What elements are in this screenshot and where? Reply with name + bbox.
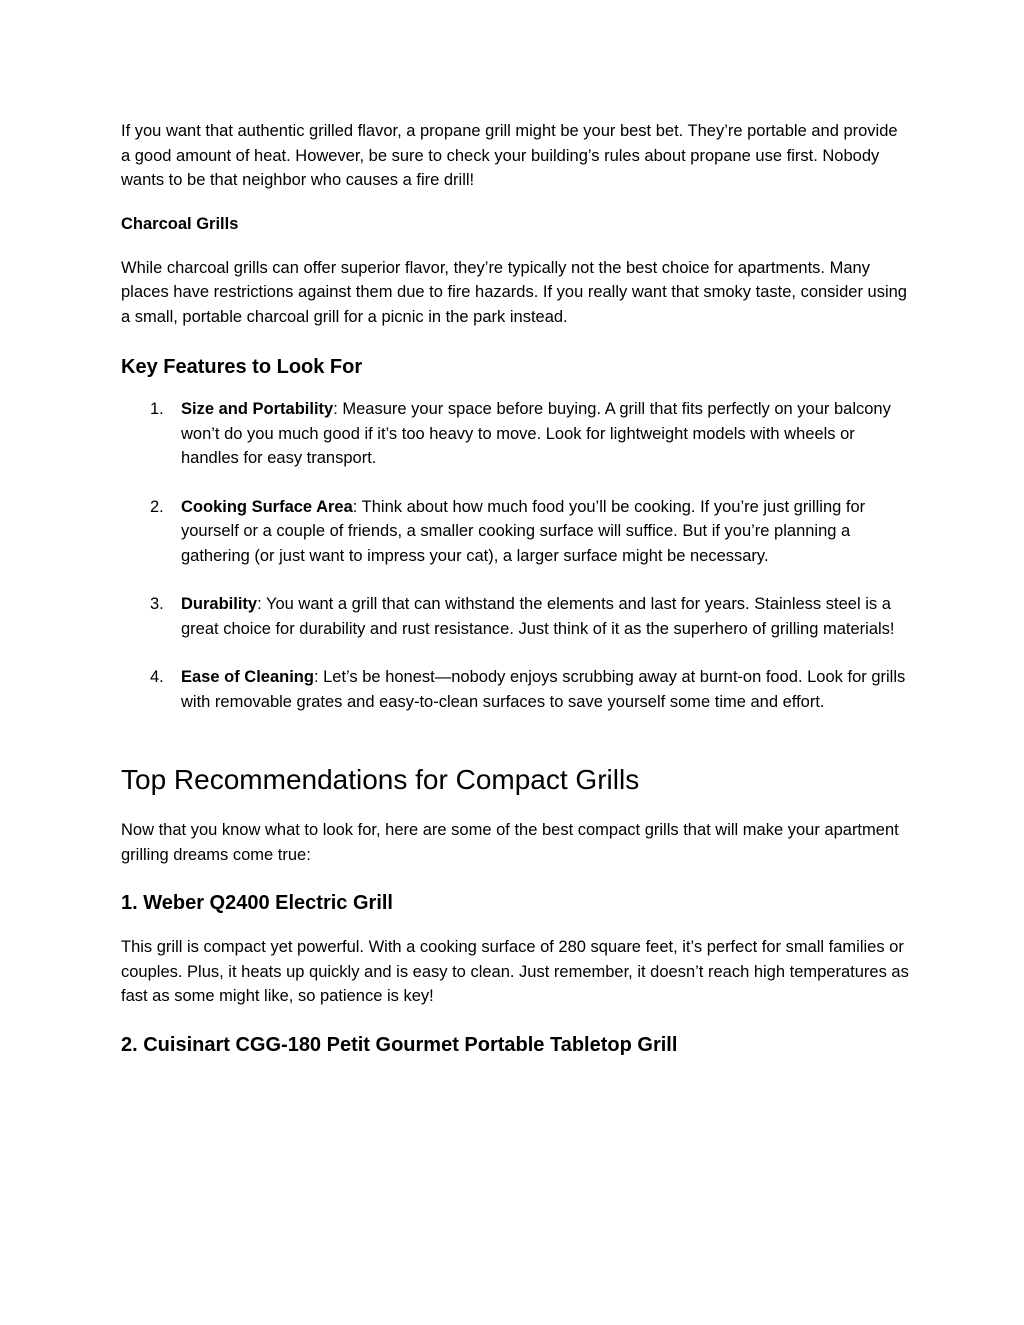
list-number: 1.	[150, 400, 164, 418]
feature-item	[121, 592, 911, 641]
recommendations-intro: Now that you know what to look for, here are some of the best compact grills that will make your apartment grilling dreams come true:	[121, 821, 899, 864]
feature-item	[121, 397, 911, 471]
feature-term: Cooking Surface Area	[181, 497, 353, 516]
document-page	[121, 119, 911, 1077]
charcoal-heading: Charcoal Grills	[121, 214, 239, 233]
weber-paragraph: This grill is compact yet powerful. With a cooking surface of 280 square feet, it’s perfect for small families or couples. Plus, it heats up quickly and is easy to clean. Just remember, it doesn’t reach high temperatures as fast as some might like, so patience is key!	[121, 938, 909, 1005]
feature-text: : Think about how much food you’ll be cooking. If you’re just grilling for yourself or a couple of friends, a smaller cooking surface will suffice. But if you’re planning a gathering (or just want to impress your cat), a larger surface might be necessary.	[181, 497, 866, 565]
key-features-heading: Key Features to Look For	[121, 356, 363, 378]
list-number: 4.	[150, 668, 164, 686]
features-list	[121, 397, 911, 714]
feature-item	[121, 495, 911, 569]
feature-text: : You want a grill that can withstand the elements and last for years. Stainless steel is a great choice for durability and rust resistance. Just think of it as the superhero of grilling materials!	[181, 595, 895, 638]
feature-item	[121, 665, 911, 714]
feature-text: : Let’s be honest—nobody enjoys scrubbing away at burnt-on food. Look for grills with removable grates and easy-to-clean surfaces to save yourself some time and effort.	[181, 668, 906, 711]
charcoal-paragraph: While charcoal grills can offer superior flavor, they’re typically not the best choice for apartments. Many places have restrictions against them due to fire hazards. If you really want that smoky taste, consider using a small, portable charcoal grill for a picnic in the park instead.	[121, 258, 907, 326]
propane-paragraph: If you want that authentic grilled flavor, a propane grill might be your best bet. They’re portable and provide a good amount of heat. However, be sure to check your building’s rules about propane use first. Nobody wants to be that neighbor who causes a fire drill!	[121, 122, 898, 189]
feature-term: Ease of Cleaning	[181, 668, 314, 686]
feature-term: Durability	[181, 595, 258, 613]
list-number: 2.	[150, 497, 164, 516]
weber-heading: 1. Weber Q2400 Electric Grill	[121, 892, 393, 914]
list-number: 3.	[150, 595, 164, 613]
feature-term: Size and Portability	[181, 400, 334, 418]
feature-text: : Measure your space before buying. A grill that fits perfectly on your balcony won’t do you much good if it’s too heavy to move. Look for lightweight models with wheels or handles for easy transport.	[181, 400, 891, 467]
recommendations-heading: Top Recommendations for Compact Grills	[121, 764, 640, 795]
cuisinart-heading: 2. Cuisinart CGG-180 Petit Gourmet Portable Tabletop Grill	[121, 1033, 678, 1056]
